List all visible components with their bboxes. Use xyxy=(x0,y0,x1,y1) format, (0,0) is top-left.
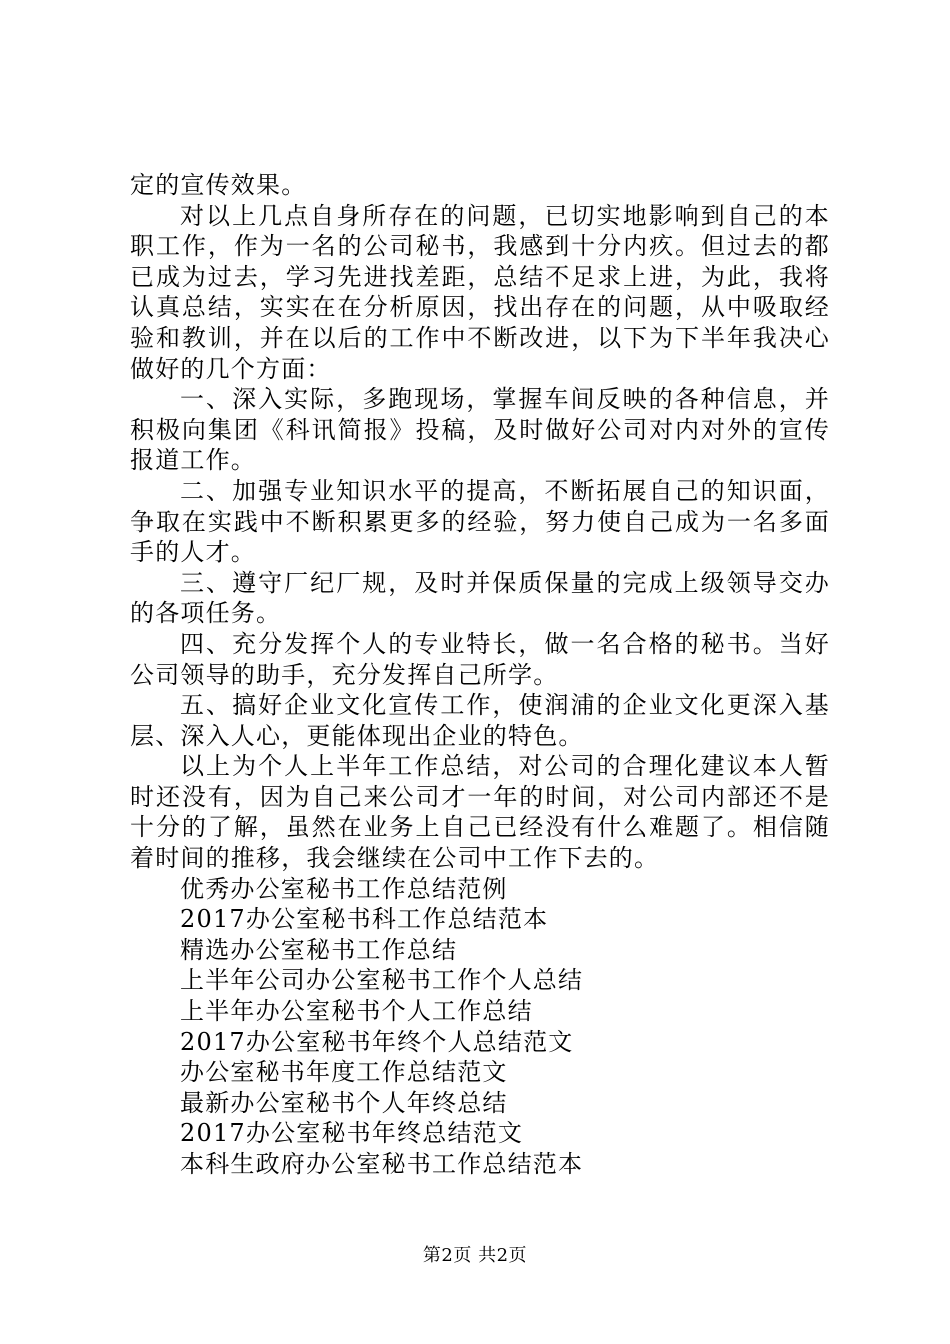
paragraph-conclusion: 以上为个人上半年工作总结，对公司的合理化建议本人暂时还没有，因为自己来公司才一年的时间，对公司内部还不是十分的了解，虽然在业务上自己已经没有什么难题了。相信随着时间的推移，我会继续在公司中工作下去的。 xyxy=(130,752,830,873)
paragraph-plan-4: 四、充分发挥个人的专业特长，做一名合格的秘书。当好公司领导的助手，充分发挥自己所学。 xyxy=(130,629,830,689)
paragraph-reflection: 对以上几点自身所存在的问题，已切实地影响到自己的本职工作，作为一名的公司秘书，我感到十分内疚。但过去的都已成为过去，学习先进找差距，总结不足求上进，为此，我将认真总结，实实在在分析原因，找出存在的问题，从中吸取经验和教训，并在以后的工作中不断改进，以下为下半年我决心做好的几个方面： xyxy=(130,201,830,383)
related-title-item: 最新办公室秘书个人年终总结 xyxy=(180,1088,508,1117)
document-body xyxy=(130,170,830,1180)
paragraph-plan-5: 五、搞好企业文化宣传工作，使润浦的企业文化更深入基层、深入人心，更能体现出企业的特色。 xyxy=(130,691,830,750)
related-title-item: 2017办公室秘书年终个人总结范文 xyxy=(180,1027,574,1056)
related-title-item: 精选办公室秘书工作总结 xyxy=(180,935,458,964)
related-title-item: 上半年办公室秘书个人工作总结 xyxy=(180,997,533,1026)
paragraph-plan-2: 二、加强专业知识水平的提高，不断拓展自己的知识面，争取在实践中不断积累更多的经验，努力使自己成为一名多面手的人才。 xyxy=(130,476,830,567)
related-title-item: 本科生政府办公室秘书工作总结范本 xyxy=(180,1150,584,1178)
paragraph-plan-1: 一、深入实际，多跑现场，掌握车间反映的各种信息，并积极向集团《科讯简报》投稿，及时做好公司对内对外的宣传报道工作。 xyxy=(130,385,830,475)
related-title-item: 上半年公司办公室秘书工作个人总结 xyxy=(180,966,584,995)
related-title-item: 优秀办公室秘书工作总结范例 xyxy=(180,874,508,903)
paragraph-continuation: 定的宣传效果。 xyxy=(130,171,307,199)
related-title-item: 办公室秘书年度工作总结范文 xyxy=(180,1058,508,1087)
paragraph-plan-3: 三、遵守厂纪厂规，及时并保质保量的完成上级领导交办的各项任务。 xyxy=(130,568,830,628)
related-title-item: 2017办公室秘书科工作总结范本 xyxy=(180,905,549,934)
related-titles-list xyxy=(130,874,830,1180)
page-number-footer: 第2页 共2页 xyxy=(422,1245,528,1266)
related-title-item: 2017办公室秘书年终总结范文 xyxy=(180,1119,524,1148)
